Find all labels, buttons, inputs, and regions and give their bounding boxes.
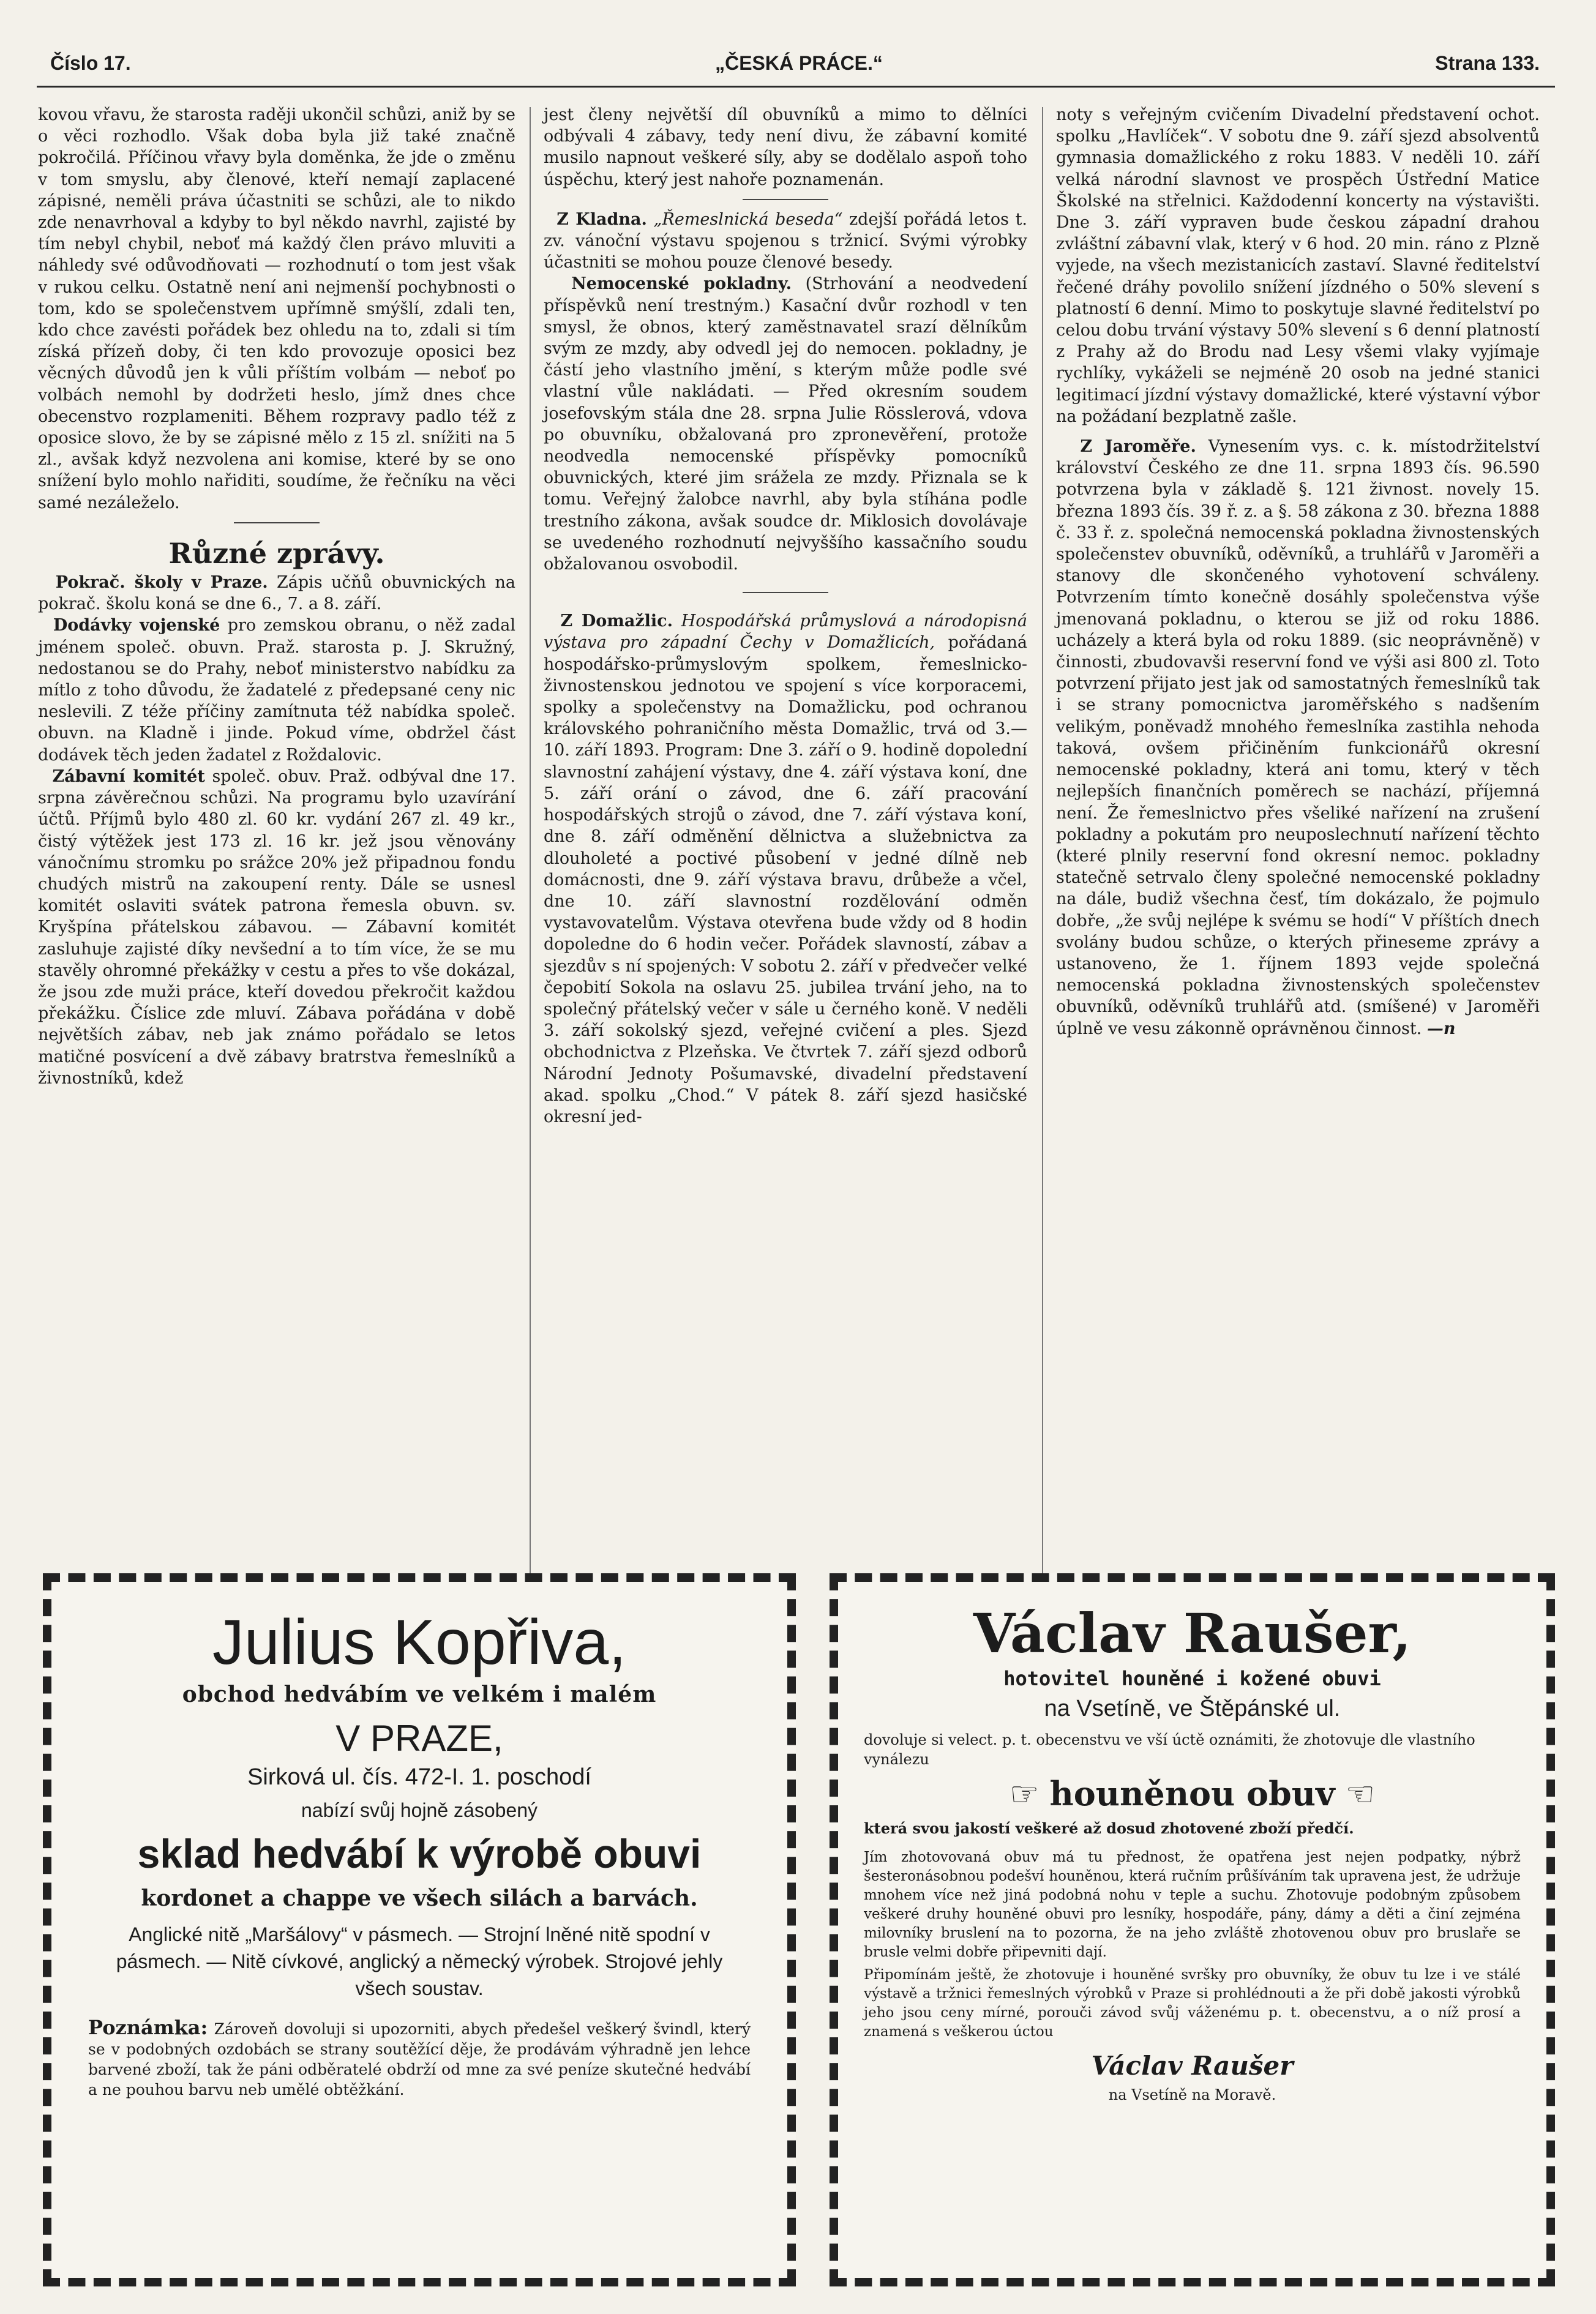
news-item: Z Kladna. „Řemeslnická beseda“ zdejší pořádá letos t. zv. vánoční výstavu spojenou s tržnicí. Svými výrobky účastniti se mohou pouze členové besedy.: [544, 209, 1028, 272]
news-item: jest členy největší díl obuvníků a mimo to dělníci odbývali 4 zábavy, tedy není divu, že zábavní komité musilo napnout veškeré síly, aby se dodělalo aspoň toho úspěchu, který jest nahoře poznamenán.: [544, 105, 1027, 189]
ad-text: Připomínám ještě, že zhotovuje i houněné svršky pro obuvníky, že obuv tu lze i ve stálé výstavě a tržnici řemeslných výrobků v Praze si prohlédnouti a že při době jakosti výrobků jeho jsou ceny mírné, porouči závod svůj váženému p. t. obecenstvu, a o níž prosí a znamená s veškerou úctou: [864, 1967, 1521, 2040]
ad-subheadline: kordonet a chappe ve všech silách a barvách.: [141, 1885, 698, 1911]
news-item: Z Domažlic. Hospodářská průmyslová a národopisná výstava pro západní Čechy v Domažlicích, pořádaná hospodářsko-průmyslovým spolkem, řemeslnicko-živnostenskou jednotou ve spojení s více korporacemi, spolky a společenstvy na Domažlicku, pod ochranou královského pohraničního města Domažlic, trvá od 3.—10. září 1893. Program: Dne 3. září o 9. hodině dopolední slavnostní zahájení výstavy, dne 4. září výstava koní, dne 5. září orání o závod, dne 6. září pracování hospodářských strojů o závod, dne 7. září výstava koní, dne 8. září odměnění dělnictva a služebnictva za dlouholeté a poctivé působení v jedné dílně neb domácnosti, dne 9. září výstava bravu, drůbeže a včel, dne 10. září slavnostní rozdělování odměn vystavovatelům. Výstava otevřena bude vždy od 8 hodin dopoledne do 6 hodin večer. Pořádek slavností, zábav a sjezdův s ní spojených: V sobotu 2. září v předvečer velké čepobití Sokola na oslavu 25. jubilea trvání jeho, na to společný přátelský večer v sále u černého koně. V neděli 3. září sokolský sjezd, veřejné cvičení a ples. Sjezd obchodnictva z Plzeňska. Ve čtvrtek 7. září sjezd odborů Národní Jednoty Pošumavské, divadelní představení akad. spolku „Chod.“ V pátek 8. září sjezd hasičské okresní jed-: [544, 612, 1027, 1126]
ad-signature: Václav Raušer: [1091, 2051, 1294, 2081]
ad-city: V PRAZE,: [335, 1718, 503, 1759]
article-continuation: kovou vřavu, že starosta raději ukončil schůzi, aniž by se o věci rozhodlo. Však doba byla již také značně pokročilá. Příčinou vřavy byla doměnka, že jde o změnu v tom smyslu, aby členové, kteří nemají zaplacené zápisné, neměli práva účastniti se schůzi, ale to nikdo zde nenavrhoval a kdyby to byl někdo navrhl, zajisté by tím nebyl chybil, neboť má každý člen právo mluviti a náhledy své odůvodňovati — rozhodnutí o tom jest však v rukou celku. Ostatně není ani nejmenší pochybnosti o tom, kdo se společenstvem upřímně smýšlí, zdali ten, kdo chce zavésti pořádek bez ohledu na to, zdali si tím získá přízeň doby, či ten kdo provozuje oposici bez věcných důvodů jen k vůli příštím volbám — neboť po volbách nemohl by dodržeti heslo, jímž dnes chce obecenstvo rozplameniti. Během rozpravy padlo též z oposice slovo, že by se zápisné mělo z 15 zl. snížiti na 5 zl., avšak když nezvolena ani komise, které by se ono snížení bylo mohlo nařiditi, soudíme, že řečníku na věci samé nezáleželo.: [38, 105, 515, 512]
ad-company-name: Václav Raušer,: [973, 1601, 1412, 1665]
news-item: Zábavní komitét společ. obuv. Praž. odbýval dne 17. srpna závěrečnou schůzi. Na programu bylo uzavírání účtů. Příjmů bylo 480 zl. 60 kr. vydání 267 zl. 49 kr., čistý výtěžek jest 173 zl. 16 kr. jež jsou věnovány vánočnímu stromku po srážce 20% jež připadnou fondu chudých mistrů na zakoupení renty. Dále se usnesl komitét oslaviti svátek patrona řemesla obuvn. sv. Kryšpína přátelskou zábavou. — Zábavní komitét zasluhuje zajisté díky nevšední a to tím více, že se mu stavěly ohromné překážky v cestu a přes to vše dokázal, že jsou zde muži práce, kteří dovedou překročit každou překážku. Číslice zde mluví. Zábava pořádána v době největších zábav, neb jak známo pořádalo se letos matičné posvícení a dvě zábavy bratrstva řemeslníků a živnostníků, kdež: [38, 766, 515, 1088]
ad-text: Anglické nitě „Maršálovy“ v pásmech. — Strojní lněné nitě spodní v pásmech. — Nitě cívkové, anglický a německý výrobek. Strojové jehly všech soustav.: [116, 1923, 723, 1999]
page-number: Strana 133.: [1435, 52, 1540, 74]
ad-note: Poznámka: Zároveň dovoluji si upozorniti, abych předešel veškerý švindl, který se v podobných ozdobách se strany soutěžící děje, že prodávám výhradně jen lehce barvené zboží, tak že páni odběratelé obdrží od mne za své peníze skutečné hedvábí a ne pouhou barvu neb umělé obtěžkání.: [88, 2016, 751, 2099]
column-1: [38, 104, 515, 1089]
advertisement-rauser: [830, 1573, 1555, 2286]
ad-text: Jím zhotovovaná obuv má tu přednost, že opatřena jest nejen podpatky, nýbrž šesteronásobnou podešví houněnou, která ručním průšíváním tak upravena jest, že udržuje mnohem více než jiná podobná nohu v teple a suchu. Zhotovuje podobným způsobem veškeré druhy houněné obuvi pro lesníky, hospodáře, pány, dámy a děti a činí zejména milovníky bruslení na to pozorna, že na jeho zvláště zhotovenou obuv pro bruslaře se brusle velmi dobře připevniti dají.: [864, 1849, 1521, 1960]
separator: [234, 522, 320, 523]
ad-tagline: obchod hedvábím ve velkém i malém: [182, 1682, 657, 1707]
ad-tagline: hotovitel houněné i kožené obuvi: [1003, 1667, 1381, 1690]
column-2: [544, 104, 1027, 1128]
news-item: Z Jaroměře. Vynesením vys. c. k. místodržitelství království Českého ze dne 11. srpna 1893 čís. 96.590 potvrzena byla v základě §. 121 živnost. novely 15. března 1893 čís. 39 ř. z. a §. 58 zákona z 30. března 1888 č. 33 ř. z. společná nemocenská pokladna živnostenských společenstev obuvníků, oděvníků, a truhlářů v Jaroměři a stanovy dle skončeného vyhotovení schváleny. Potvrzením tímto konečně dosáhly společenstva výše jmenovaná pokladnu, o kterou se již od roku 1886. ucházely a která byla od roku 1889. (sic neoprávněně) v činnosti, zbudovavši reservní fond ve výši asi 800 zl. Toto potvrzení přijato jest jak od samostatných řemeslníků tak i se strany pomocnictva jaroměřského s nadšením velikým, poněvadž mnohého řemeslníka zastihla nehoda taková, ovšem přičiněním funkcionářů okresní nemocenské pokladny, která ani tomu, který v těch nejlepších finančních poměrech se nachází, příjemná není. Že řemeslnictvo přes všeliké nařízení na zrušení pokladny a pokutám pro neuposlechnutí nařízení těchto (které plnily reservní fond okresní nemoc. pokladny statečně setrvalo členy společné nemocenské pokladny na dále, budiž všechna česť, tím dokázalo, že pojmulo dobře, „že svůj nejlépe k svému se hodí“ V příštích dnech svolány budou schůze, o kterých přineseme zprávy a ustanoveno, že 1. říjnem 1893 vejde společná nemocenská pokladna živnostenských společenstev obuvníků, oděvníků truhlářů atd. (smíšené) v Jaroměři úplně ve vesu zákonně oprávněnou činnost. —n: [1056, 437, 1540, 1038]
advertisement-kopriva: [43, 1573, 796, 2286]
pointing-hand-icon: ☜: [1345, 1775, 1376, 1813]
column-3: [1056, 104, 1540, 1039]
separator: [743, 199, 828, 200]
ad-product-sub: která svou jakostí veškeré až dosud zhotovené zboží předčí.: [864, 1819, 1354, 1837]
ad-product-line: ☞ houněnou obuv ☜: [1009, 1774, 1376, 1813]
ad-place: na Vsetíně, ve Štěpánské ul.: [1044, 1696, 1341, 1721]
separator: [743, 592, 828, 593]
ad-intro: dovoluje si velect. p. t. obecenstvu ve vší úctě oznámiti, že zhotovuje dle vlastního vynálezu: [864, 1731, 1475, 1768]
column-divider: [1042, 107, 1043, 1631]
ad-signature-place: na Vsetíně na Moravě.: [1108, 2086, 1276, 2103]
section-title: Různé zprávy.: [168, 536, 385, 570]
ad-offer: nabízí svůj hojně zásobený: [301, 1799, 538, 1821]
newspaper-title: „ČESKÁ PRÁCE.“: [715, 52, 883, 74]
news-item: Pokrač. školy v Praze. Zápis učňů obuvnických na pokrač. školu koná se dne 6., 7. a 8. září.: [38, 573, 515, 614]
news-item: noty s veřejným cvičením Divadelní představení ochot. spolku „Havlíček“. V sobotu dne 9. září sjezd absolventů gymnasia domažlického z roku 1883. V neděli 10. září velká národní slavnost ve prospěch Ústřední Matice Školské na střelnici. Každodenní koncerty na výstavišti. Dne 3. září vypraven bude českou západní drahou zvláštní zábavní vlak, který v 6 hod. 20 min. ráno z Plzně vyjede, na všech mezistanicích zastaví. Slavné ředitelství řečené dráhy povolilo snížení jízdného o 50% slevení s platností 6 denní. Mimo to poskytuje slavné ředitelství po celou dobu trvání výstavy 50% slevení s 6 denní platností z Prahy až do Brodu nad Lesy všemi vlaky vyjímaje rychlíky, vykáželi se nejméně 20 osob na jedné stanici legitimací jízdní výstavy domažlické, které výstavní výbor na požádaní bezplatně zašle.: [1056, 105, 1540, 426]
ad-headline: sklad hedvábí k výrobě obuvi: [137, 1831, 702, 1876]
header-rule: [37, 86, 1555, 88]
pointing-hand-icon: ☞: [1009, 1775, 1040, 1813]
ad-address: Sirková ul. čís. 472-I. 1. poschodí: [247, 1764, 591, 1790]
issue-number: Číslo 17.: [50, 52, 131, 74]
ad-company-name: Julius Kopřiva,: [212, 1607, 627, 1678]
column-divider: [530, 107, 531, 1631]
news-item: Dodávky vojenské pro zemskou obranu, o něž zadal jménem společ. obuvn. Praž. starosta p. J. Skružný, nedostanou se do Prahy, neboť ministerstvo nabídku za mítlo z toho důvodu, že žadatelé z předepsané ceny nic neslevili. Z téže příčiny zamítnuta též nabídka společ. obuvn. na Kladně i jinde. Pokud víme, obdržel část dodávek těch jeden žadatel z Roždalovic.: [38, 616, 515, 765]
news-item: Nemocenské pokladny. (Strhování a neodvedení příspěvků není trestným.) Kasační dvůr rozhodl v ten smysl, že obnos, který zaměstnavatel srazí dělníkům svým ze mzdy, aby odvedl jej do nemocen. pokladny, je částí jeho vlastního jmění, s kterým může podle své vlastní vůle nakládati. — Před okresním soudem josefovským stála dne 28. srpna Julie Rösslerová, vdova po obuvníku, obžalovaná pro zpronevěření, protože neodvedla nemocenské příspěvky pomocníků obuvnických, které jim srážela ze mzdy. Přiznala se k tomu. Veřejný žalobce navrhl, aby byla stíhána podle trestního zákona, avšak soudce dr. Miklosich dovolávaje se uvedeného rozhodnutí nejvyššího kassačního soudu obžalovanou osvobodil.: [544, 274, 1027, 574]
